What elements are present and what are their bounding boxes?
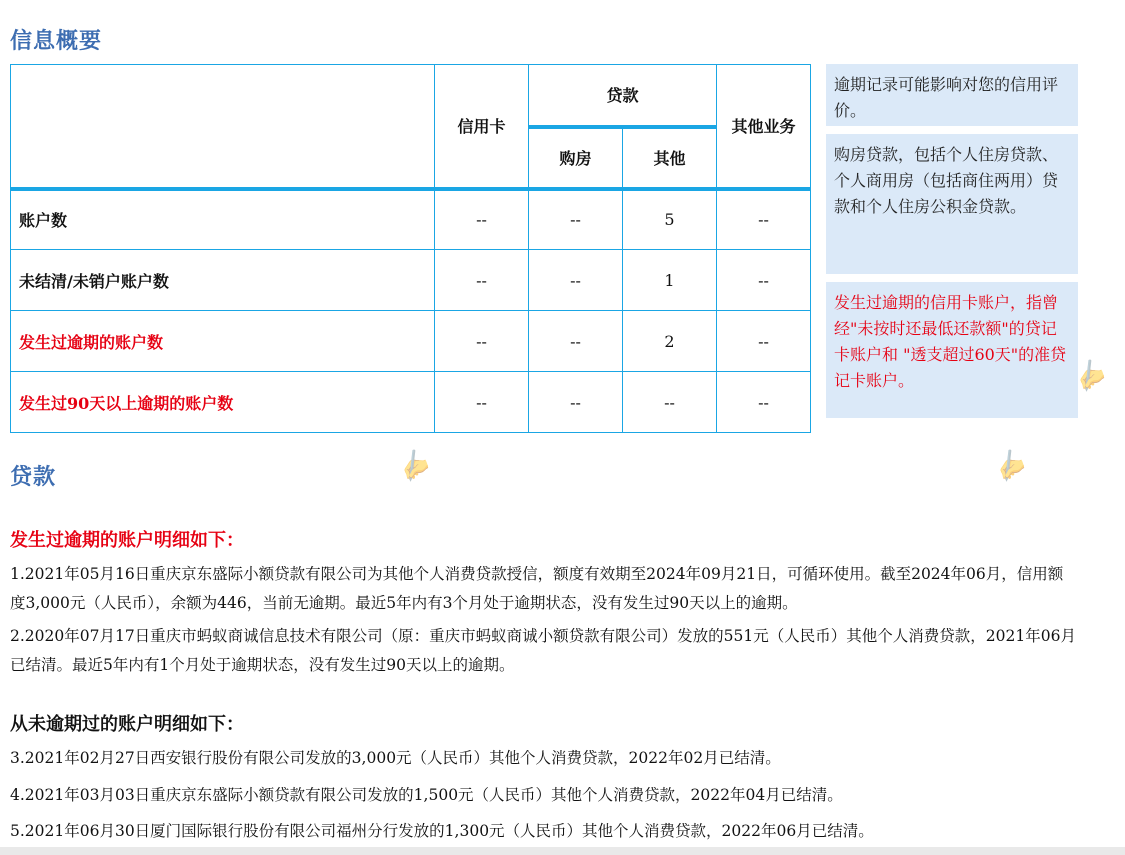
table-cell: -- <box>529 189 623 250</box>
loan-section-title: 贷款 <box>10 464 57 490</box>
table-cell: -- <box>717 250 811 311</box>
never-overdue-item-5: 5.2021年06月30日厦门国际银行股份有限公司福州分行发放的1,300元（人民币）其他个人消费贷款，2022年06月已结清。 <box>10 822 874 840</box>
overdue-accounts-heading: 发生过逾期的账户明细如下： <box>10 530 244 551</box>
overdue-account-item-1: 1.2021年05月16日重庆京东盛际小额贷款有限公司为其他个人消费贷款授信，额度有效期至2024年09月21日，可循环使用。截至2024年06月，信用额度3,000元（人民币），余额为446，当前无逾期。最近5年内有3个月处于逾期状态，没有发生过90天以上的逾期。 <box>10 565 1064 612</box>
overdue-account-item-2: 2.2020年07月17日重庆市蚂蚁商诚信息技术有限公司（原：重庆市蚂蚁商诚小额贷款有限公司）发放的551元（人民币）其他个人消费贷款，2021年06月已结清。最近5年内有1个月处于逾期状态，没有发生过90天以上的逾期。 <box>10 627 1076 674</box>
overview-title: 信息概要 <box>10 28 103 54</box>
table-cell: 5 <box>623 189 717 250</box>
never-overdue-item-3: 3.2021年02月27日西安银行股份有限公司发放的3,000元（人民币）其他个人消费贷款，2022年02月已结清。 <box>10 749 781 767</box>
table-cell: -- <box>717 372 811 433</box>
table-cell: -- <box>529 372 623 433</box>
table-header-row <box>11 65 811 127</box>
table-cell: -- <box>435 250 529 311</box>
table-cell: -- <box>529 250 623 311</box>
table-row <box>11 189 811 250</box>
housing-header: 购房 <box>529 127 623 189</box>
table-cell: -- <box>529 311 623 372</box>
note-credit-impact: 逾期记录可能影响对您的信用评价。 <box>826 64 1078 126</box>
table-cell: -- <box>435 372 529 433</box>
watermark: ✍ <box>988 445 1030 487</box>
row-label-overdue-accounts: 发生过逾期的账户数 <box>11 311 435 372</box>
note-overdue-credit-card: 发生过逾期的信用卡账户，指曾经"未按时还最低还款额"的贷记卡账户和 "透支超过60天"的准贷记卡账户。 <box>826 282 1078 418</box>
table-cell: -- <box>717 311 811 372</box>
watermark: ✍ <box>392 445 434 487</box>
never-overdue-heading: 从未逾期过的账户明细如下： <box>10 714 244 735</box>
table-row <box>11 311 811 372</box>
summary-table <box>10 64 811 433</box>
empty-header-cell <box>11 65 435 189</box>
credit-card-header: 信用卡 <box>435 65 529 189</box>
table-cell: -- <box>435 311 529 372</box>
bottom-scroll-edge <box>0 847 1125 855</box>
watermark: ✍ <box>1068 355 1110 397</box>
notes-sidebar <box>826 64 1078 418</box>
other-header: 其他 <box>623 127 717 189</box>
other-business-header: 其他业务 <box>717 65 811 189</box>
never-overdue-item-4: 4.2021年03月03日重庆京东盛际小额贷款有限公司发放的1,500元（人民币）其他个人消费贷款，2022年04月已结清。 <box>10 786 843 804</box>
row-label-open-accounts: 未结清/未销户账户数 <box>11 250 435 311</box>
row-label-90-day-overdue-accounts: 发生过90天以上逾期的账户数 <box>11 372 435 433</box>
table-cell: 2 <box>623 311 717 372</box>
table-row <box>11 372 811 433</box>
note-housing-loan: 购房贷款，包括个人住房贷款、个人商用房（包括商住两用）贷款和个人住房公积金贷款。 <box>826 134 1078 274</box>
table-cell: -- <box>717 189 811 250</box>
loan-header: 贷款 <box>529 65 717 127</box>
table-cell: -- <box>623 372 717 433</box>
table-row <box>11 250 811 311</box>
table-cell: -- <box>435 189 529 250</box>
table-cell: 1 <box>623 250 717 311</box>
row-label-account-count: 账户数 <box>11 189 435 250</box>
